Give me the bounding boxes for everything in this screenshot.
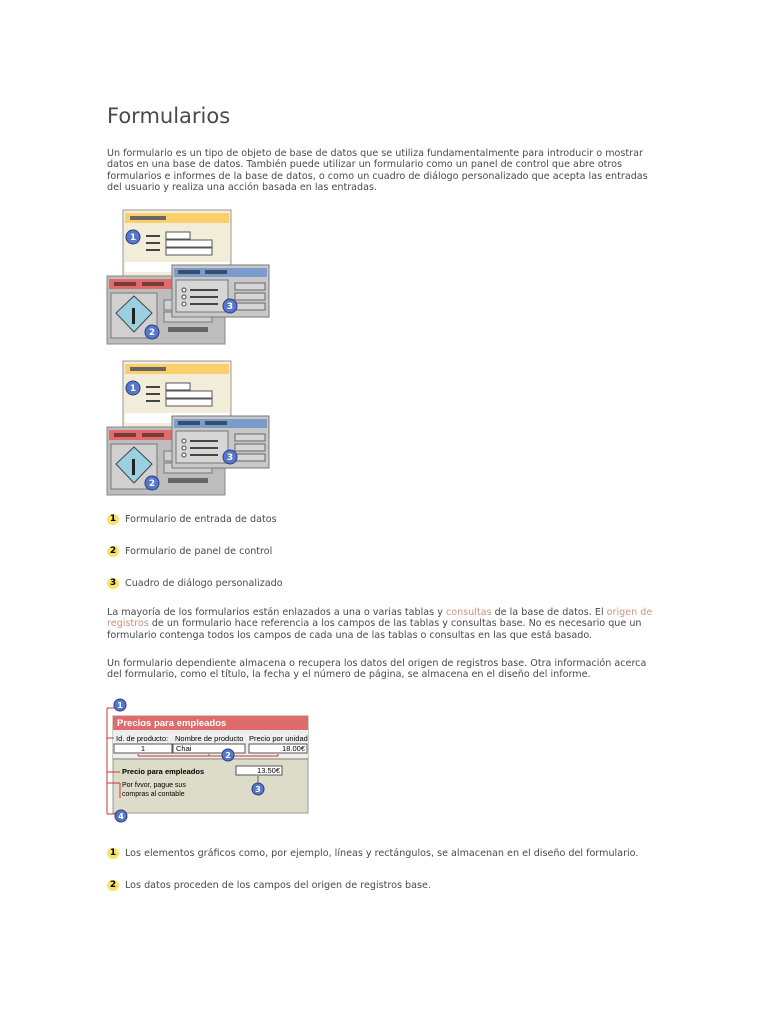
svg-text:2: 2 [225,751,231,760]
field-value: 1 [140,744,146,753]
svg-text:1: 1 [129,384,137,394]
callout-2 [145,325,159,339]
callout-1 [126,381,140,395]
price-label: Precio para empleados [122,767,205,776]
field-value: 18.00€ [282,744,305,753]
callout-4 [115,810,127,822]
legend-text: Formulario de entrada de datos [125,514,277,525]
forms-illustration-2 [106,359,271,497]
form-design-illustration [104,698,312,824]
callout-2 [145,476,159,490]
svg-text:3: 3 [226,453,234,463]
record-source-paragraph [107,607,657,641]
custom-dialog [172,416,269,468]
legend-item-3 [107,578,283,589]
legend2-item-1 [107,848,638,859]
bound-form-paragraph: Un formulario dependiente almacena o recupera los datos del origen de registros base. Otra información acerca del formulario, como el título, la fecha y el número de página, se almacena en el diseño del informe. [107,658,647,681]
legend-text: Los datos proceden de los campos del origen de registros base. [125,880,431,891]
callout-3 [252,783,264,795]
legend-text: Cuadro de diálogo personalizado [125,578,283,589]
svg-text:3: 3 [226,302,234,312]
callout-1 [114,699,126,711]
legend-text: Formulario de panel de control [125,546,273,557]
price-value: 13.50€ [257,766,280,775]
forms-illustration-1 [106,208,271,346]
svg-text:1: 1 [129,233,137,243]
column-header: Id. de producto: [116,734,169,743]
text-span: de la base de datos. El [491,607,607,618]
field-value: Chai [176,744,192,753]
legend-text: Los elementos gráficos como, por ejemplo, líneas y rectángulos, se almacenan en el diseño del formulario. [125,848,639,859]
svg-text:3: 3 [255,785,261,794]
callout-1 [126,230,140,244]
callout-3 [223,299,237,313]
page-title: Formularios [107,104,231,128]
link-origen-de-registros[interactable]: origen de registros [107,607,653,630]
column-header: Precio por unidad [249,734,308,743]
column-header: Nombre de producto [175,734,244,743]
number-badge: 2 [107,546,119,557]
legend2-item-2 [107,880,431,891]
svg-text:4: 4 [118,812,124,821]
legend-item-1 [107,514,277,525]
note-text: Por fvvor, pague sus [122,782,186,789]
callout-3 [223,450,237,464]
number-badge: 2 [107,880,119,891]
custom-dialog [172,265,269,317]
svg-text:2: 2 [148,479,156,489]
legend-item-2 [107,546,272,557]
svg-text:1: 1 [117,701,123,710]
note-text: compras al contable [122,791,185,798]
callout-2 [222,749,234,761]
number-badge: 1 [107,848,119,859]
svg-text:2: 2 [148,328,156,338]
number-badge: 3 [107,578,119,589]
link-consultas[interactable]: consultas [445,607,492,618]
text-span: La mayoría de los formularios están enlazados a una o varias tablas y [107,607,446,618]
form-header-text: Precios para empleados [117,718,227,729]
text-span: de un formulario hace referencia a los campos de las tablas y consultas base. No es necesario que un formulario contenga todos los campos de cada una de las tablas o consultas en las que está basado. [107,618,642,641]
number-badge: 1 [107,514,119,525]
intro-paragraph: Un formulario es un tipo de objeto de base de datos que se utiliza fundamentalmente para introducir o mostrar datos en una base de datos. También puede utilizar un formulario como un panel de control que abre otros formularios e informes de la base de datos, o como un cuadro de diálogo personalizado que acepta las entradas del usuario y realiza una acción basada en las entradas. [107,148,648,194]
